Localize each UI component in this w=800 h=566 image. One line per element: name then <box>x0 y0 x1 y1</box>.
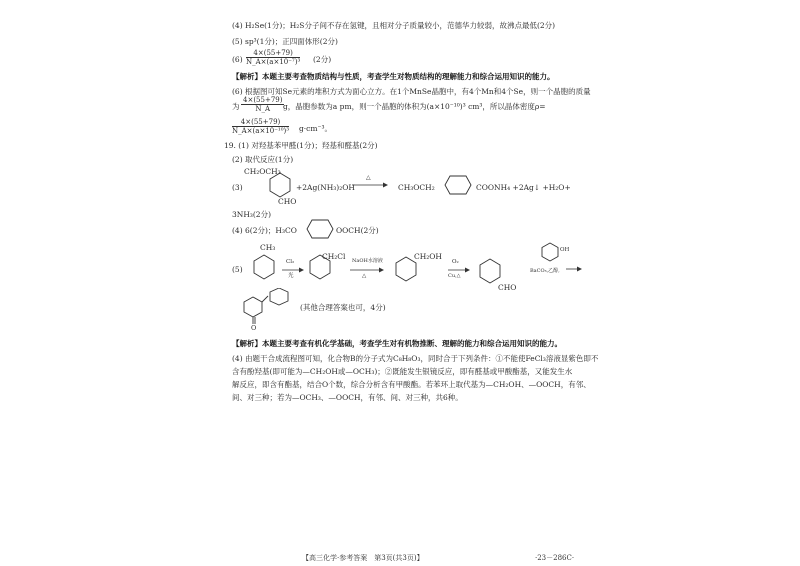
benzene-ring-icon <box>268 172 292 198</box>
reagent-label: +2Ag(NH₃)₂OH <box>296 183 355 192</box>
score-note: (2分) <box>313 55 332 64</box>
analysis-line: (4) 由题干合成流程图可知，化合物B的分子式为C₈H₈O₃，同时合于下列条件：①不能使FeCl₃溶液显紫色即不 <box>232 354 599 363</box>
carbonyl-oxygen-label: O <box>251 324 257 332</box>
condition-4-mid: BaCO₃,乙醇, <box>530 268 560 274</box>
density-unit: g·cm⁻³。 <box>299 124 332 133</box>
q19-part-2: (2) 取代反应(1分) <box>232 155 294 164</box>
benzene-ring-icon <box>306 219 334 239</box>
q19-part-3-continued: 3NH₃(2分) <box>232 210 272 219</box>
footer-title: 【高三化学·参考答案 第3页(共3页)】 <box>302 554 424 562</box>
fraction-numerator: 4×(55+79) <box>232 118 289 127</box>
condition-3-top: O₂ <box>452 259 459 265</box>
product-label: CH₃OCH₂ <box>398 183 435 192</box>
condition-3-bottom: Cu,△ <box>448 273 461 279</box>
alternative-answer-note: (其他合理答案也可，4分) <box>300 303 386 312</box>
formate-label: OOCH(2分) <box>336 226 379 235</box>
aldehyde-label: CHO <box>278 197 297 206</box>
reaction-arrow-icon <box>350 266 384 274</box>
answer-line-5: (5) sp³(1分)；正四面体形(2分) <box>232 37 338 46</box>
analysis-line: g，晶胞参数为a pm，则一个晶胞的体积为(a×10⁻¹⁰)³ cm³，所以晶体密度ρ= <box>283 102 546 111</box>
answer-line-4: (4) H₂Se(1分)；H₂S分子间不存在氢键，且相对分子质量较小，范德华力较弱，故沸点最低(2分) <box>232 21 556 30</box>
fraction-numerator: 4×(55+79) <box>246 49 300 58</box>
analysis-line: 间、对三种；若为—OCH₃、—OOCH，有邻、间、对三种，共6种。 <box>232 393 463 402</box>
footer-code: ·23－286C· <box>535 554 575 562</box>
benzaldehyde-ring-icon <box>478 258 502 284</box>
analysis-heading-1: 【解析】本题主要考查物质结构与性质，考查学生对物质结构的理解能力和综合运用知识的能力。 <box>232 72 555 81</box>
q19-part-1: 19. (1) 对羟基苯甲醛(1分)；羟基和醛基(2分) <box>224 141 378 150</box>
analysis-line: 含有酚羟基(即可能为—CH₂OH或—OCH₃)；②既能发生银镜反应，即有醛基或甲酸酯基，又能发生水 <box>232 367 573 376</box>
q19-part-4: (4) 6(2分)；H₃CO <box>232 226 297 235</box>
fraction-denominator: N_A×(a×10⁻⁷)³ <box>246 58 301 66</box>
heat-label: △ <box>366 174 371 181</box>
chalcone-structure-icon <box>234 288 294 330</box>
answer-line-6-label: (6) <box>232 55 243 64</box>
condition-4-top: OH <box>560 247 570 253</box>
hydroxymethyl-label: CH₂OH <box>414 252 442 261</box>
condition-1-top: Cl₂ <box>286 259 295 265</box>
density-fraction-1 <box>246 49 300 66</box>
analysis-line: 为 <box>232 102 240 111</box>
fraction-denominator: N_A <box>255 105 271 113</box>
benzene-ring-icon <box>444 175 472 195</box>
condition-2-top: NaOH水溶液 <box>352 258 383 264</box>
methyl-label: CH₃ <box>260 243 276 252</box>
reaction-arrow-icon <box>566 265 582 273</box>
q19-part-5-label: (5) <box>232 265 243 274</box>
product-tail-label: COONH₄ +2Ag↓ +H₂O+ <box>476 183 571 192</box>
condition-1-bottom: 光 <box>288 273 294 279</box>
fraction-numerator: 4×(55+79) <box>243 96 283 104</box>
toluene-ring-icon <box>252 254 276 280</box>
substituent-label: CH₂OCH₃ <box>244 167 281 176</box>
analysis-line: 解反应，即含有酯基，结合O个数，综合分析含有甲酸酯。若苯环上取代基为—CH₂OH、—OOCH，有邻、 <box>232 380 591 389</box>
density-fraction-2 <box>232 118 289 135</box>
mass-fraction <box>241 96 284 113</box>
chloromethyl-label: CH₂Cl <box>322 252 346 261</box>
ketone-ring-icon <box>540 242 560 262</box>
benzaldehyde-label: CHO <box>498 283 517 292</box>
analysis-line: (6) 根据图可知Se元素的堆积方式为面心立方。在1个MnSe晶胞中，有4个Mn和4个Se，则一个晶胞的质量 <box>232 87 591 96</box>
condition-2-bottom: △ <box>362 273 367 279</box>
fraction-denominator: N_A×(a×10⁻¹⁰)³ <box>232 127 290 135</box>
analysis-heading-2: 【解析】本题主要考查有机化学基础，考查学生对有机物推断、理解的能力和综合运用知识的能力。 <box>232 339 562 348</box>
q19-part-3-label: (3) <box>232 183 243 192</box>
